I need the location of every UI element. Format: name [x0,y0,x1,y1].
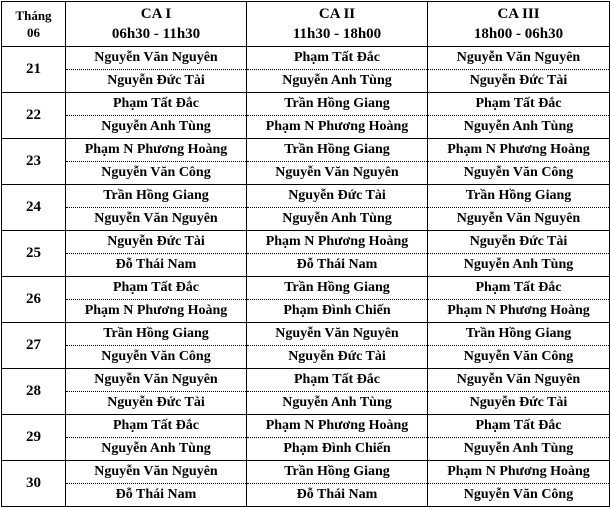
staff-name-cell: Phạm Đình Chiến [247,300,428,323]
table-row [2,346,610,369]
staff-name-cell: Nguyễn Anh Tùng [247,208,428,231]
staff-name-cell: Nguyễn Văn Nguyên [428,208,610,231]
staff-name-cell: Trần Hồng Giang [66,323,247,346]
staff-name-cell: Phạm N Phương Hoàng [247,415,428,438]
staff-name-cell: Trần Hồng Giang [428,185,610,208]
staff-name-cell: Phạm Tất Đắc [428,415,610,438]
staff-name-cell: Nguyễn Văn Nguyên [66,47,247,70]
staff-name-cell: Trần Hồng Giang [247,461,428,484]
staff-name-cell: Phạm N Phương Hoàng [247,116,428,139]
table-row [2,185,610,208]
day-cell: 25 [2,231,66,277]
staff-name-cell: Phạm N Phương Hoàng [428,461,610,484]
table-row [2,116,610,139]
staff-name-cell: Nguyễn Văn Nguyên [247,323,428,346]
staff-name-cell: Nguyễn Đức Tài [66,392,247,415]
table-row [2,254,610,277]
staff-name-cell: Nguyễn Văn Nguyên [428,47,610,70]
shift-3-header [428,2,610,47]
table-row [2,300,610,323]
day-cell: 30 [2,461,66,507]
staff-name-cell: Nguyễn Anh Tùng [247,392,428,415]
staff-name-cell: Phạm Tất Đắc [66,277,247,300]
staff-name-cell: Nguyễn Đức Tài [66,70,247,93]
staff-name-cell: Nguyễn Văn Nguyên [66,369,247,392]
staff-name-cell: Nguyễn Đức Tài [247,346,428,369]
staff-name-cell: Trần Hồng Giang [66,185,247,208]
staff-name-cell: Nguyễn Văn Nguyên [66,461,247,484]
staff-name-cell: Phạm Tất Đắc [428,93,610,116]
shift-time: 18h00 - 06h30 [473,26,564,42]
staff-name-cell: Đỗ Thái Nam [247,254,428,277]
staff-name-cell: Phạm N Phương Hoàng [66,300,247,323]
staff-name-cell: Phạm N Phương Hoàng [66,139,247,162]
staff-name-cell: Trần Hồng Giang [247,93,428,116]
staff-name-cell: Đỗ Thái Nam [66,484,247,507]
table-row [2,93,610,116]
table-row [2,369,610,392]
table-row [2,70,610,93]
staff-name-cell: Nguyễn Anh Tùng [428,438,610,461]
staff-name-cell: Nguyễn Anh Tùng [247,70,428,93]
staff-name-cell: Nguyễn Đức Tài [428,392,610,415]
day-cell: 27 [2,323,66,369]
shift-2-header [247,2,428,47]
staff-name-cell: Nguyễn Đức Tài [247,185,428,208]
staff-name-cell: Đỗ Thái Nam [247,484,428,507]
table-row [2,484,610,507]
staff-name-cell: Nguyễn Văn Công [428,162,610,185]
header-row [2,2,610,47]
staff-name-cell: Nguyễn Văn Công [428,346,610,369]
staff-name-cell: Nguyễn Anh Tùng [428,116,610,139]
table-row [2,415,610,438]
day-cell: 29 [2,415,66,461]
day-cell: 24 [2,185,66,231]
table-row [2,162,610,185]
day-cell: 26 [2,277,66,323]
table-row [2,47,610,70]
staff-name-cell: Phạm Tất Đắc [428,277,610,300]
table-row [2,277,610,300]
table-row [2,139,610,162]
staff-name-cell: Nguyễn Anh Tùng [428,254,610,277]
staff-name-cell: Trần Hồng Giang [247,139,428,162]
shift-time: 06h30 - 11h30 [111,26,201,42]
day-cell: 21 [2,47,66,93]
staff-name-cell: Nguyễn Văn Nguyên [428,369,610,392]
staff-name-cell: Phạm N Phương Hoàng [247,231,428,254]
day-cell: 28 [2,369,66,415]
staff-name-cell: Phạm Tất Đắc [66,93,247,116]
shift-schedule-table [1,1,610,507]
staff-name-cell: Nguyễn Văn Công [66,346,247,369]
staff-name-cell: Phạm Đình Chiến [247,438,428,461]
staff-name-cell: Nguyễn Anh Tùng [66,116,247,139]
staff-name-cell: Trần Hồng Giang [247,277,428,300]
month-header [2,2,66,47]
staff-name-cell: Nguyễn Văn Nguyên [66,208,247,231]
day-cell: 23 [2,139,66,185]
month-number: 06 [27,25,40,40]
staff-name-cell: Nguyễn Đức Tài [66,231,247,254]
staff-name-cell: Phạm N Phương Hoàng [428,139,610,162]
staff-name-cell: Đỗ Thái Nam [66,254,247,277]
staff-name-cell: Phạm Tất Đắc [66,415,247,438]
table-row [2,208,610,231]
staff-name-cell: Nguyễn Đức Tài [428,70,610,93]
shift-time: 11h30 - 18h00 [292,26,382,42]
shift-name: CA II [318,6,356,22]
day-cell: 22 [2,93,66,139]
staff-name-cell: Nguyễn Anh Tùng [66,438,247,461]
shift-1-header [66,2,247,47]
shift-name: CA I [140,6,172,22]
staff-name-cell: Phạm N Phương Hoàng [428,300,610,323]
table-row [2,438,610,461]
staff-name-cell: Nguyễn Văn Công [428,484,610,507]
staff-name-cell: Nguyễn Đức Tài [428,231,610,254]
table-row [2,461,610,484]
staff-name-cell: Phạm Tất Đắc [247,47,428,70]
table-row [2,323,610,346]
shift-name: CA III [497,6,540,22]
table-row [2,392,610,415]
staff-name-cell: Nguyễn Văn Công [66,162,247,185]
table-row [2,231,610,254]
staff-name-cell: Nguyễn Văn Nguyên [247,162,428,185]
staff-name-cell: Trần Hồng Giang [428,323,610,346]
month-label: Tháng [15,8,52,23]
staff-name-cell: Phạm Tất Đắc [247,369,428,392]
